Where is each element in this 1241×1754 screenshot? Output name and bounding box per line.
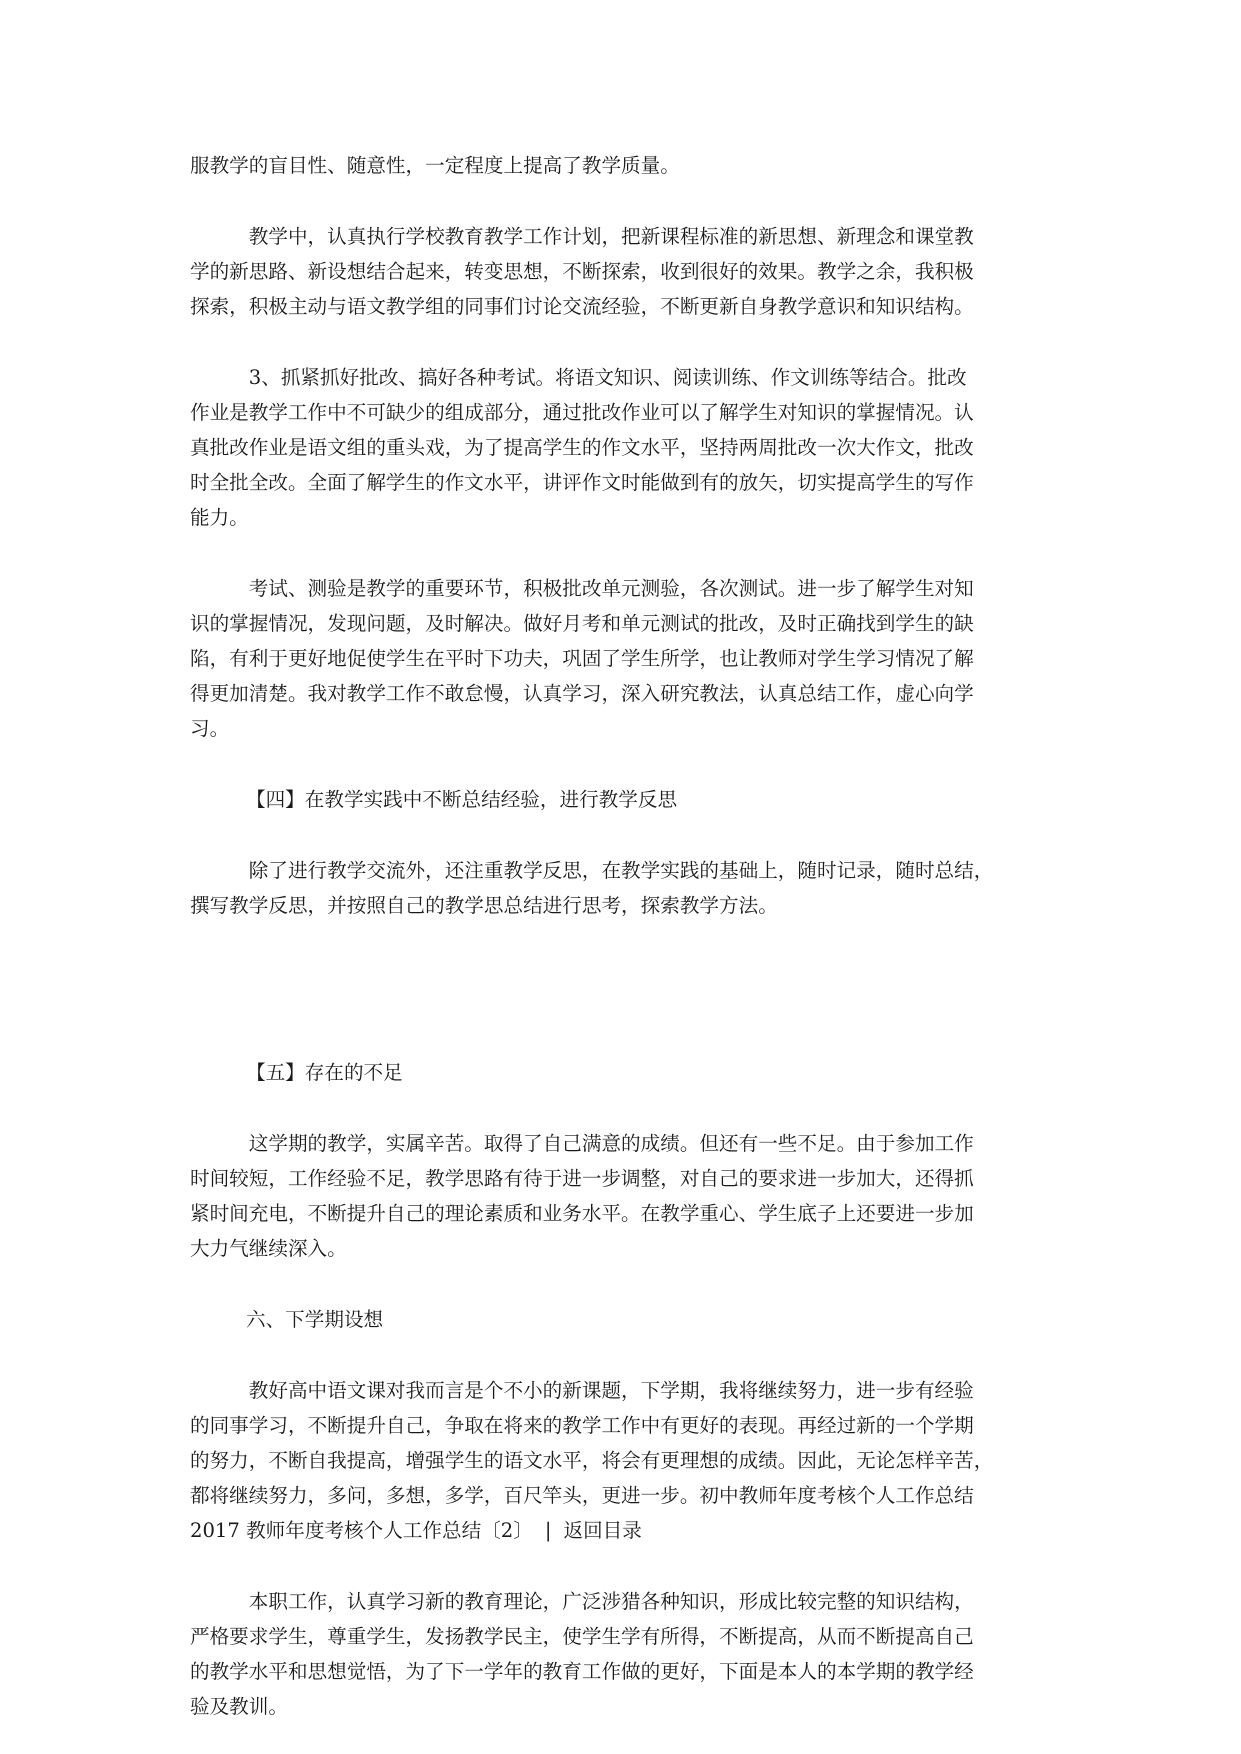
paragraph-6: 这学期的教学，实属辛苦。取得了自己满意的成绩。但还有一些不足。由于参加工作 时间较短，工作经验不足，教学思路有待于进一步调整，对自己的要求进一步加大，还得抓 紧时间充电，不断提升自己的理论素质和业务水平。在教学重心、学生底子上还要进一步加 大力气继续深入。 (190, 1132, 974, 1260)
spacer (190, 923, 1060, 1055)
document-page (190, 148, 1060, 1724)
paragraph-3: 3、抓紧抓好批改、搞好各种考试。将语文知识、阅读训练、作文训练等结合。批改 作业是教学工作中不可缺少的组成部分，通过批改作业可以了解学生对知识的掌握情况。认 真批改作业是语文组的重头戏，为了提高学生的作文水平，坚持两周批改一次大作文，批改 时全批全改。全面了解学生的作文水平，讲评作文时能做到有的放矢，切实提高学生的写作 能力。 (190, 366, 974, 529)
article-title-link[interactable]: 2017 教师年度考核个人工作总结〔2〕 (190, 1519, 533, 1542)
spacer (190, 1090, 1060, 1126)
spacer (190, 535, 1060, 571)
spacer (190, 1337, 1060, 1373)
paragraph-7 (190, 1373, 1060, 1548)
section-heading-5: 【五】存在的不足 (246, 1061, 403, 1084)
spacer (190, 1548, 1060, 1584)
section-heading-4: 【四】在教学实践中不断总结经验，进行教学反思 (246, 788, 678, 811)
paragraph-7-body: 教好高中语文课对我而言是个不小的新课题，下学期，我将继续努力，进一步有经验 的同事学习，不断提升自己，争取在将来的教学工作中有更好的表现。再经过新的一个学期 的努力，不断自我提高，增强学生的语文水平，将会有更理想的成绩。因此，无论怎样辛苦， 都将继续努力，多问，多想，多学，百尺竿头，更进一步。初中教师年度考核个人工作总结 (190, 1379, 994, 1507)
paragraph-2: 教学中，认真执行学校教育教学工作计划，把新课程标准的新思想、新理念和课堂教 学的新思路、新设想结合起来，转变思想，不断探索，收到很好的效果。教学之余，我积极 探索，积极主动与语文教学组的同事们讨论交流经验，不断更新自身教学意识和知识结构。 (190, 225, 974, 318)
separator: | (544, 1519, 552, 1542)
paragraph-8: 本职工作，认真学习新的教育理论，广泛涉猎各种知识，形成比较完整的知识结构， 严格要求学生，尊重学生，发扬教学民主，使学生学有所得，不断提高，从而不断提高自己 的教学水平和思想觉悟，为了下一学年的教育工作做的更好，下面是本人的本学期的教学经 验及教训。 (190, 1590, 974, 1718)
spacer (190, 817, 1060, 853)
spacer (190, 746, 1060, 782)
back-to-toc-link[interactable]: 返回目录 (563, 1519, 642, 1542)
section-heading-6: 六、下学期设想 (246, 1308, 384, 1331)
spacer (190, 324, 1060, 360)
paragraph-5: 除了进行教学交流外，还注重教学反思，在教学实践的基础上，随时记录，随时总结， 撰写教学反思，并按照自己的教学思总结进行思考，探索教学方法。 (190, 859, 994, 917)
spacer (190, 183, 1060, 219)
spacer (190, 1266, 1060, 1302)
paragraph-4: 考试、测验是教学的重要环节，积极批改单元测验，各次测试。进一步了解学生对知 识的掌握情况，发现问题，及时解决。做好月考和单元测试的批改，及时正确找到学生的缺 陷，有利于更好地促使学生在平时下功夫，巩固了学生所学，也让教师对学生学习情况了解 得更加清楚。我对教学工作不敢怠慢，认真学习，深入研究教法，认真总结工作，虚心向学 习。 (190, 577, 974, 740)
paragraph-1: 服教学的盲目性、随意性，一定程度上提高了教学质量。 (190, 154, 680, 177)
